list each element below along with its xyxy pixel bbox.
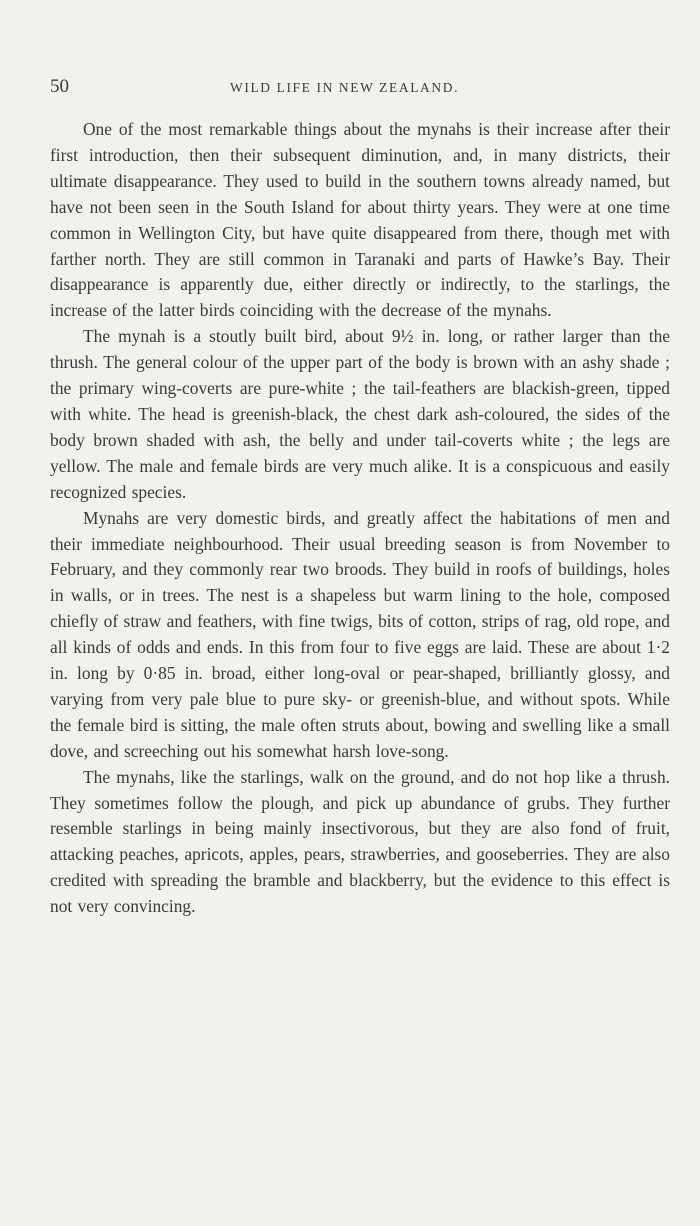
running-title: WILD LIFE IN NEW ZEALAND. [230,80,460,95]
paragraph-mynah-decline: One of the most remarkable things about the mynahs is their increase after their first introduction, then their subsequent diminution, and, in many districts, their ultimate disappearance. They used to build in the southern towns already named, but have not been seen in the South Island for about thirty years. They were at one time common in Wellington City, but have quite disappeared from there, though met with farther north. They are still common in Taranaki and parts of Hawke’s Bay. Their disappearance is apparently due, either directly or indirectly, to the starlings, the increase of the latter birds coinciding with the decrease of the mynahs. [50,119,670,321]
body-text [50,117,670,920]
paragraph-mynah-breeding: Mynahs are very domestic birds, and greatly affect the habitations of men and their immediate neighbourhood. Their usual breeding season is from November to February, and they commonly rear two broods. They build in roofs of buildings, holes in walls, or in trees. The nest is a shapeless but warm lining to the hole, composed chiefly of straw and feathers, with fine twigs, bits of cotton, strips of rag, old rope, and all kinds of odds and ends. In this from four to five eggs are laid. These are about 1·2 in. long by 0·85 in. broad, either long-oval or pear-shaped, brilliantly glossy, and varying from very pale blue to pure sky- or greenish-blue, and without spots. While the female bird is sitting, the male often struts about, bowing and swelling like a small dove, and screeching out his somewhat harsh love-song. [50,507,670,761]
paragraph-mynah-description: The mynah is a stoutly built bird, about 9½ in. long, or rather larger than the thrush. The general colour of the upper part of the body is brown with an ashy shade ; the primary wing-coverts are pure-white ; the tail-feathers are blackish-green, tipped with white. The head is greenish-black, the chest dark ash-coloured, the sides of the body brown shaded with ash, the belly and under tail-coverts white ; the legs are yellow. The male and female birds are very much alike. It is a conspicuous and easily recognized species. [50,326,670,502]
paragraph-mynah-feeding: The mynahs, like the starlings, walk on the ground, and do not hop like a thrush. They sometimes follow the plough, and pick up abundance of grubs. They further resemble starlings in being mainly insectivorous, but they are also fond of fruit, attacking peaches, apricots, apples, pears, strawberries, and gooseberries. They are also credited with spreading the bramble and blackberry, but the evidence to this effect is not very convincing. [50,766,670,917]
page-header [50,76,670,100]
page-number: 50 [50,76,69,97]
